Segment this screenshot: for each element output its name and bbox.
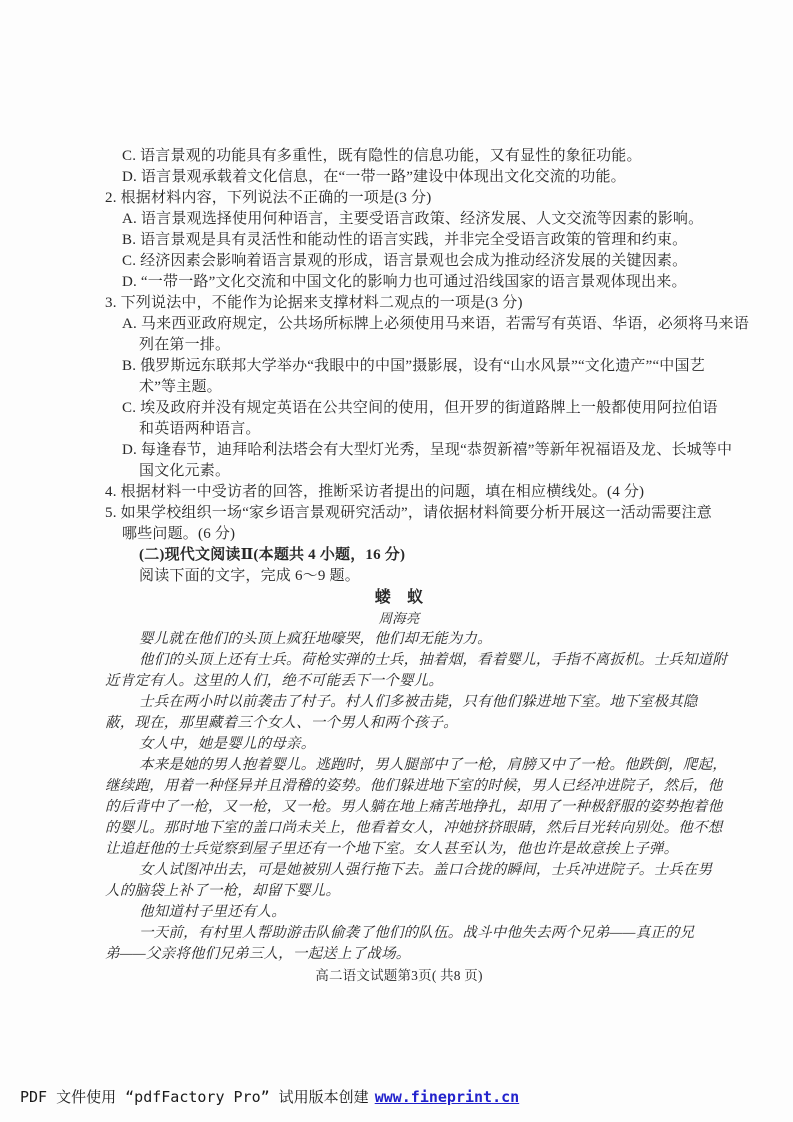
text-line: 士兵在两小时以前袭击了村子。村人们多被击毙，只有他们躲进地下室。地下室极其隐	[139, 694, 698, 710]
text-line: 和英语两种语言。	[139, 421, 261, 437]
text-line: C. 语言景观的功能具有多重性，既有隐性的信息功能，又有显性的象征功能。	[122, 148, 642, 164]
text-line: 的婴儿。那时地下室的盖口尚未关上，他看着女人，冲她挤挤眼睛，然后目光转向别处。他不想	[105, 820, 723, 836]
text-line: 继续跑，用着一种怪异并且滑稽的姿势。他们躲进地下室的时候，男人已经冲进院子，然后，他	[105, 778, 723, 794]
text-line: 一天前，有村里人帮助游击队偷袭了他们的队伍。战斗中他失去两个兄弟——真正的兄	[139, 925, 695, 941]
text-line: 蔽，现在，那里藏着三个女人、一个男人和两个孩子。	[105, 715, 458, 731]
text-line: (二)现代文阅读Ⅱ(本题共 4 小题，16 分)	[139, 547, 406, 563]
text-line: D. “一带一路”文化交流和中国文化的影响力也可通过沿线国家的语言景观体现出来。	[122, 274, 687, 290]
text-line: A. 语言景观选择使用何种语言，主要受语言政策、经济发展、人文交流等因素的影响。	[122, 211, 704, 227]
story-author: 周海亮	[378, 611, 420, 626]
text-line: C. 经济因素会影响着语言景观的形成，语言景观也会成为推动经济发展的关键因素。	[122, 253, 688, 269]
text-line: 人的脑袋上补了一枪，却留下婴儿。	[105, 883, 341, 899]
text-line: 让追赶他的士兵觉察到屋子里还有一个地下室。女人甚至认为，他也许是故意挨上子弹。	[105, 841, 679, 857]
text-line: 术”等主题。	[139, 379, 222, 395]
text-line: 他知道村子里还有人。	[139, 904, 286, 920]
text-line: 女人中，她是婴儿的母亲。	[139, 736, 316, 752]
text-line: 他们的头顶上还有士兵。荷枪实弹的士兵，抽着烟，看着婴儿，手指不离扳机。士兵知道附	[139, 652, 727, 668]
text-line: 列在第一排。	[139, 337, 231, 353]
text-line: B. 语言景观是具有灵活性和能动性的语言实践，并非完全受语言政策的管理和约束。	[122, 232, 688, 248]
text-line: 2. 根据材料内容，下列说法不正确的一项是(3 分)	[105, 190, 432, 206]
text-line: C. 埃及政府并没有规定英语在公共空间的使用，但开罗的街道路牌上一般都使用阿拉伯语	[122, 400, 718, 416]
text-line: B. 俄罗斯远东联邦大学举办“我眼中的中国”摄影展，设有“山水风景”“文化遗产”“中国艺	[122, 358, 705, 374]
page-number: 高二语文试题第3页( 共8 页)	[315, 968, 483, 983]
text-line: 弟——父亲将他们兄弟三人，一起送上了战场。	[105, 946, 411, 962]
text-line: 本来是她的男人抱着婴儿。逃跑时，男人腿部中了一枪，肩膀又中了一枪。他跌倒，爬起，	[139, 757, 727, 773]
fineprint-link[interactable]: www.fineprint.cn	[374, 1088, 520, 1106]
text-line: 女人试图冲出去，可是她被别人强行拖下去。盖口合拢的瞬间，士兵冲进院子。士兵在男	[139, 862, 713, 878]
watermark-text: PDF 文件使用 “pdfFactory Pro” 试用版本创建	[20, 1088, 369, 1106]
text-line: D. 语言景观承载着文化信息，在“一带一路”建设中体现出文化交流的功能。	[122, 169, 626, 185]
text-line: 5. 如果学校组织一场“家乡语言景观研究活动”，请依据材料简要分析开展这一活动需要注意	[105, 505, 712, 521]
text-line: 的后背中了一枪，又一枪，又一枪。男人躺在地上痛苦地挣扎，却用了一种极舒服的姿势抱着他	[105, 799, 723, 815]
text-line: 国文化元素。	[139, 463, 231, 479]
text-line: 4. 根据材料一中受访者的回答，推断采访者提出的问题，填在相应横线处。(4 分)	[105, 484, 645, 500]
text-line: 阅读下面的文字，完成 6～9 题。	[139, 568, 360, 584]
text-line: 近肯定有人。这里的人们，绝不可能丢下一个婴儿。	[105, 673, 444, 689]
pdf-watermark	[20, 1086, 519, 1108]
text-line: D. 每逢春节，迪拜哈利法塔会有大型灯光秀，呈现“恭贺新禧”等新年祝福语及龙、长城等中	[122, 442, 733, 458]
text-line: 婴儿就在他们的头顶上疯狂地嚎哭，他们却无能为力。	[139, 631, 492, 647]
text-line: 哪些问题。(6 分)	[122, 526, 236, 542]
story-title: 蝼 蚁	[374, 589, 424, 606]
text-line: 3. 下列说法中，不能作为论据来支撑材料二观点的一项是(3 分)	[105, 295, 523, 311]
text-line: A. 马来西亚政府规定，公共场所标牌上必须使用马来语，若需写有英语、华语，必须将马来语	[122, 316, 749, 332]
exam-content	[105, 146, 749, 986]
